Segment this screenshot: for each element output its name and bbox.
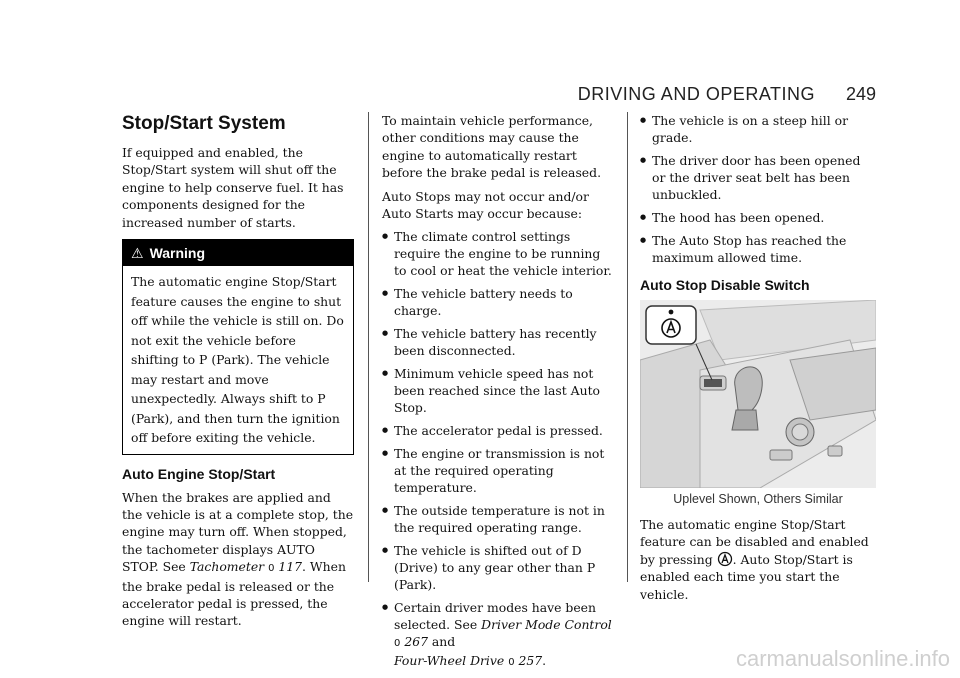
warning-title: Warning — [149, 245, 206, 262]
column-1 — [122, 112, 354, 636]
console-illustration — [640, 300, 876, 488]
watermark: carmanualsonline.info — [735, 646, 950, 671]
section-title: Stop/Start System — [122, 113, 286, 134]
driver-mode-link[interactable]: Driver Mode Control — [481, 617, 612, 633]
paragraph-maintain: To maintain vehicle performance, other conditions may cause the engine to automatically restart before the brake pedal is released. — [382, 113, 602, 181]
subheading-auto-engine: Auto Engine Stop/Start — [122, 465, 276, 482]
page-footer — [0, 618, 960, 678]
warning-text: The automatic engine Stop/Start feature causes the engine to shut off while the vehicle is still on. Do not exit the vehicle before shifting to P (Park). The vehicle may restart and move unexpectedly. Always shift to P (Park), and then turn the ignition off before exiting the vehicle. — [131, 274, 344, 446]
auto-stop-button-icon — [717, 551, 733, 567]
running-head: DRIVING AND OPERATING — [577, 84, 815, 104]
list-item: ● The vehicle is on a steep hill or grade. — [640, 113, 848, 145]
warning-header — [123, 240, 353, 266]
four-wheel-drive-page-link[interactable]: 257 — [518, 653, 543, 669]
column-divider — [368, 112, 369, 582]
intro-paragraph: If equipped and enabled, the Stop/Start system will shut off the engine to help conserve fuel. It has components designed for the increased number of starts. — [122, 145, 344, 230]
page-ref-arrow: 0 — [268, 563, 275, 575]
list-item: ● Minimum vehicle speed has not been reached since the last Auto Stop. — [382, 366, 601, 416]
page-header — [0, 0, 960, 110]
list-item: ● The vehicle battery has recently been disconnected. — [382, 326, 597, 359]
warning-icon: ⚠ — [131, 245, 144, 262]
list-item: ● The engine or transmission is not at the required operating temperature. — [382, 446, 605, 496]
list-item: ● Certain driver modes have been selected. See Driver Mode Control 0 267 and Four-Wheel Drive 0 257. — [382, 600, 612, 669]
list-item: ● The driver door has been opened or the driver seat belt has been unbuckled. — [640, 153, 861, 202]
paragraph-auto-stops: Auto Stops may not occur and/or Auto Starts may occur because: — [382, 188, 589, 222]
list-item: ● The hood has been opened. — [640, 210, 825, 225]
column-3 — [640, 112, 876, 609]
warning-box — [122, 239, 354, 455]
page-number: 249 — [845, 84, 876, 104]
list-item: ● The vehicle battery needs to charge. — [382, 286, 573, 319]
four-wheel-drive-link[interactable]: Four-Wheel Drive — [394, 653, 505, 669]
driver-mode-page-link[interactable]: 267 — [404, 634, 428, 650]
auto-engine-paragraph: When the brakes are applied and the vehicle is at a complete stop, the engine may turn off. When stopped, the tachometer displays AUTO STOP. See Tachometer 0 117. When the brake pedal is released or the accelerator pedal is pressed, the engine will restart. — [122, 489, 354, 629]
column-2 — [382, 112, 614, 677]
list-item: ● The Auto Stop has reached the maximum allowed time. — [640, 233, 847, 265]
console-drawing — [640, 300, 876, 488]
list-item: ● The vehicle is shifted out of D (Drive) to any gear other than P (Park). — [382, 543, 596, 593]
conditions-list-continued — [640, 112, 876, 266]
list-item: ● The climate control settings require the engine to be running to cool or heat the vehicle interior. — [382, 229, 612, 279]
conditions-list — [382, 228, 614, 671]
subheading-auto-stop-switch: Auto Stop Disable Switch — [640, 277, 810, 293]
disable-paragraph: The automatic engine Stop/Start feature can be disabled and enabled by pressing . Auto Stop/Start is enabled each time you start the vehicle. — [640, 517, 869, 602]
figure-caption: Uplevel Shown, Others Similar — [673, 492, 843, 506]
list-item: ● The outside temperature is not in the required operating range. — [382, 503, 605, 536]
tachometer-link[interactable]: Tachometer — [189, 559, 265, 575]
tachometer-page-link[interactable]: 117 — [278, 559, 303, 575]
column-divider — [627, 112, 628, 582]
list-item: ● The accelerator pedal is pressed. — [382, 423, 603, 439]
